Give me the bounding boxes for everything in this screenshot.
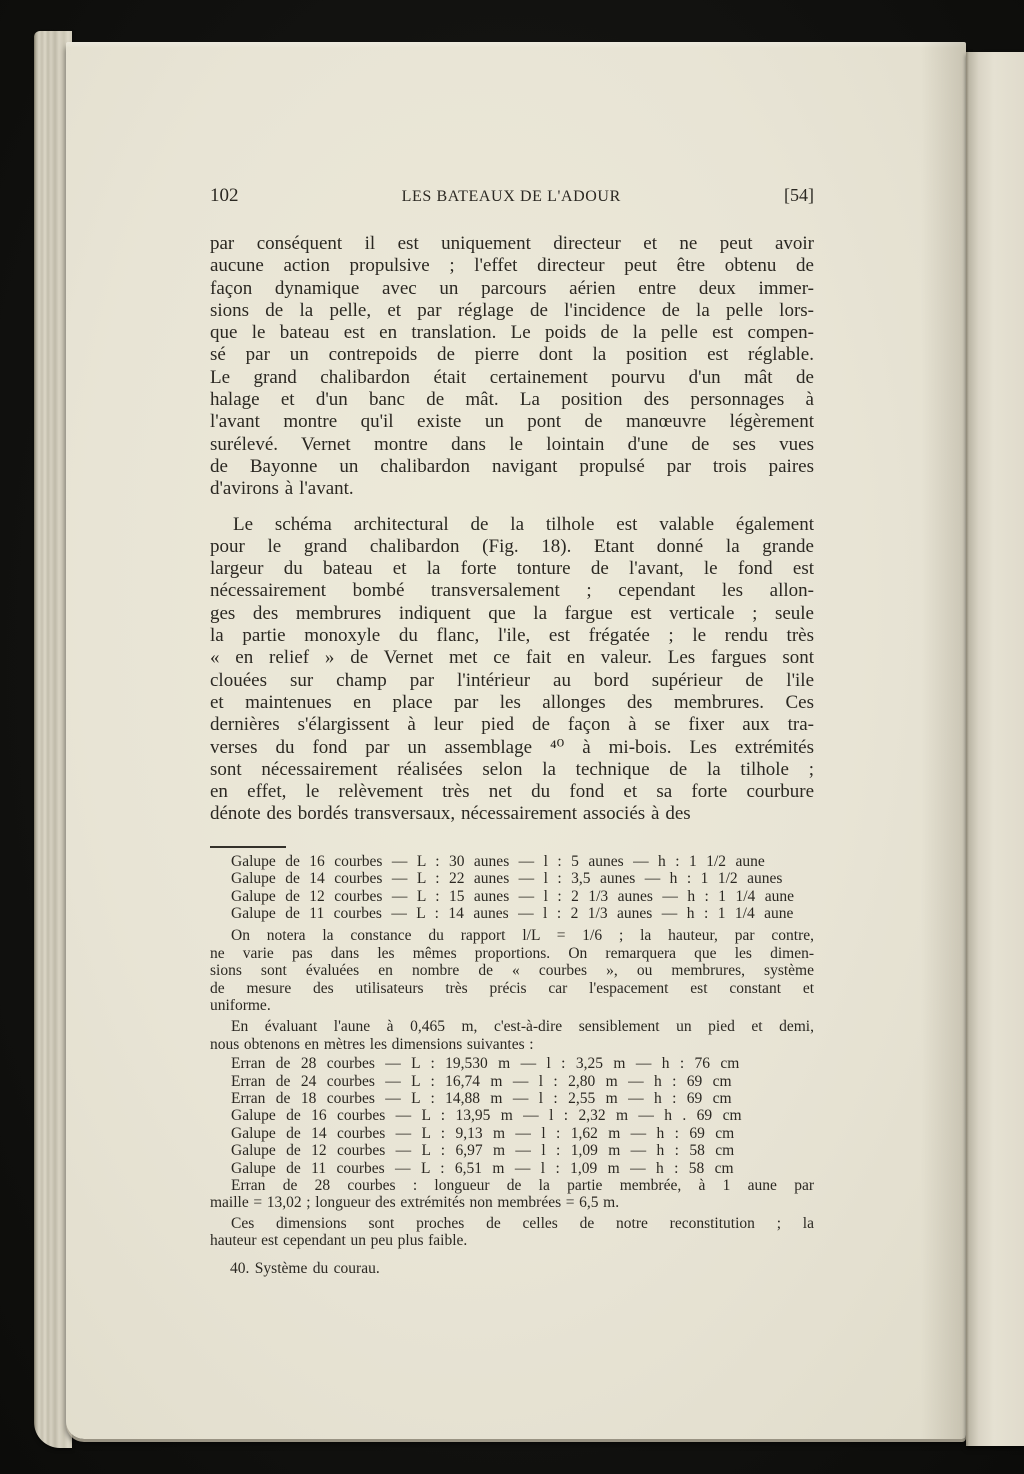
footnote-table-aunes [210, 853, 814, 923]
text-line: façon dynamique avec un parcours aérien entre deux immer- [210, 277, 814, 299]
text-line: sont nécessairement réalisées selon la technique de la tilhole ; [210, 758, 814, 780]
footnote-40 [210, 1260, 814, 1277]
text-line: Galupe de 16 courbes — L : 13,95 m — l : 2,32 m — h . 69 cm [231, 1107, 742, 1125]
text-line: de Bayonne un chalibardon navigant propulsé par trois paires [210, 455, 814, 477]
text-line: Galupe de 11 courbes — L : 6,51 m — l : 1,09 m — h : 58 cm [231, 1159, 734, 1177]
footnote-rule [210, 846, 286, 848]
text-line: Galupe de 14 courbes — L : 9,13 m — l : 1,62 m — h : 69 cm [231, 1124, 735, 1142]
text-line: ges des membrures indiquent que la fargue est verticale ; seule [210, 602, 814, 624]
book-page [66, 42, 966, 1439]
folio-mark: [54] [784, 185, 814, 205]
text-line: dénote des bordés transversaux, nécessairement associés à des [210, 803, 691, 825]
text-line: aucune action propulsive ; l'effet directeur peut être obtenu de [210, 255, 814, 277]
text-line: hauteur est cependant un peu plus faible. [210, 1232, 468, 1250]
text-line: surélevé. Vernet montre dans le lointain d'une de ses vues [210, 433, 814, 455]
body-paragraph-2 [210, 514, 814, 826]
facing-page-sliver [966, 52, 1024, 1446]
text-line: en effet, le relèvement très net du fond et sa forte courbure [210, 781, 814, 803]
text-line: halage et d'un banc de mât. La position des personnages à [210, 389, 814, 411]
text-line: ne varie pas dans les mêmes proportions. On remarquera que les dimen- [210, 944, 814, 962]
text-line: dernières s'élargissent à leur pied de façon à se fixer aux tra- [210, 714, 814, 736]
text-line: Galupe de 12 courbes — L : 6,97 m — l : 1,09 m — h : 58 cm [231, 1142, 735, 1160]
text-line: la partie monoxyle du flanc, l'ile, est frégatée ; le rendu très [210, 625, 814, 647]
text-line: Erran de 24 courbes — L : 16,74 m — l : 2,80 m — h : 69 cm [231, 1072, 732, 1090]
text-line: sions sont évaluées en nombre de « courbes », ou membrures, système [210, 962, 814, 980]
text-line: « en relief » de Vernet met ce fait en valeur. Les fargues sont [210, 647, 814, 669]
text-line: de mesure des utilisateurs très précis car l'espacement est constant et [210, 979, 814, 997]
footnote-para-rapport [210, 927, 814, 1014]
text-line: Le schéma architectural de la tilhole est valable également [233, 513, 814, 535]
text-line: largeur du bateau et la forte tonture de l'avant, le fond est [210, 558, 814, 580]
text-line: clouées sur champ par l'intérieur au bord supérieur de l'ile [210, 669, 814, 691]
text-line: sé par un contrepoids de pierre dont la position est réglable. [210, 344, 814, 366]
text-line: Erran de 18 courbes — L : 14,88 m — l : 2,55 m — h : 69 cm [231, 1090, 732, 1107]
text-line: l'avant montre qu'il existe un pont de manœuvre légèrement [210, 411, 814, 433]
footnote-table-metres [210, 1055, 814, 1177]
text-line: Ces dimensions sont proches de celles de notre reconstitution ; la [231, 1214, 814, 1232]
footnote-para-reconstitution [210, 1215, 814, 1250]
text-line: d'avirons à l'avant. [210, 478, 354, 500]
text-line: Erran de 28 courbes — L : 19,530 m — l : 3,25 m — h : 76 cm [231, 1055, 740, 1073]
text-line: et maintenues en place par les allonges des membrures. Ces [210, 691, 814, 713]
text-line: sions de la pelle, et par réglage de l'incidence de la pelle lors- [210, 299, 814, 321]
text-line: Galupe de 14 courbes — L : 22 aunes — l : 3,5 aunes — h : 1 1/2 aunes [231, 870, 783, 888]
text-line: En évaluant l'aune à 0,465 m, c'est-à-dire sensiblement un pied et demi, [231, 1018, 814, 1036]
running-title: LES BATEAUX DE L'ADOUR [401, 188, 621, 205]
text-line: Le grand chalibardon était certainement pourvu d'un mât de [210, 366, 814, 388]
footnote-para-aune [210, 1018, 814, 1053]
text-line: Galupe de 12 courbes — L : 15 aunes — l : 2 1/3 aunes — h : 1 1/4 aune [231, 887, 795, 905]
text-line: nécessairement bombé transversalement ; cependant les allon- [210, 580, 814, 602]
body-paragraph-1 [210, 233, 814, 501]
footnote-40-text: 40. Système du courau. [230, 1259, 380, 1277]
footnote-para-erran28 [210, 1177, 814, 1212]
text-line: Galupe de 11 courbes — L : 14 aunes — l : 2 1/3 aunes — h : 1 1/4 aune [231, 904, 794, 922]
text-line: uniforme. [210, 996, 271, 1014]
text-line: maille = 13,02 ; longueur des extrémités non membrées = 6,5 m. [210, 1194, 620, 1212]
page-number: 102 [210, 185, 239, 206]
text-line: On notera la constance du rapport l/L = 1/6 ; la hauteur, par contre, [231, 927, 814, 945]
text-line: que le bateau est en translation. Le poids de la pelle est compen- [210, 322, 814, 344]
text-line: pour le grand chalibardon (Fig. 18). Etant donné la grande [210, 535, 814, 557]
text-line: nous obtenons en mètres les dimensions suivantes : [210, 1035, 534, 1053]
text-line: verses du fond par un assemblage ⁴⁰ à mi-bois. Les extrémités [210, 736, 814, 758]
text-line: par conséquent il est uniquement directeur et ne peut avoir [210, 233, 814, 254]
running-head [210, 185, 814, 207]
text-line: Galupe de 16 courbes — L : 30 aunes — l : 5 aunes — h : 1 1/2 aune [231, 852, 765, 870]
text-column [210, 185, 814, 1277]
text-line: Erran de 28 courbes : longueur de la partie membrée, à 1 aune par [231, 1177, 814, 1195]
